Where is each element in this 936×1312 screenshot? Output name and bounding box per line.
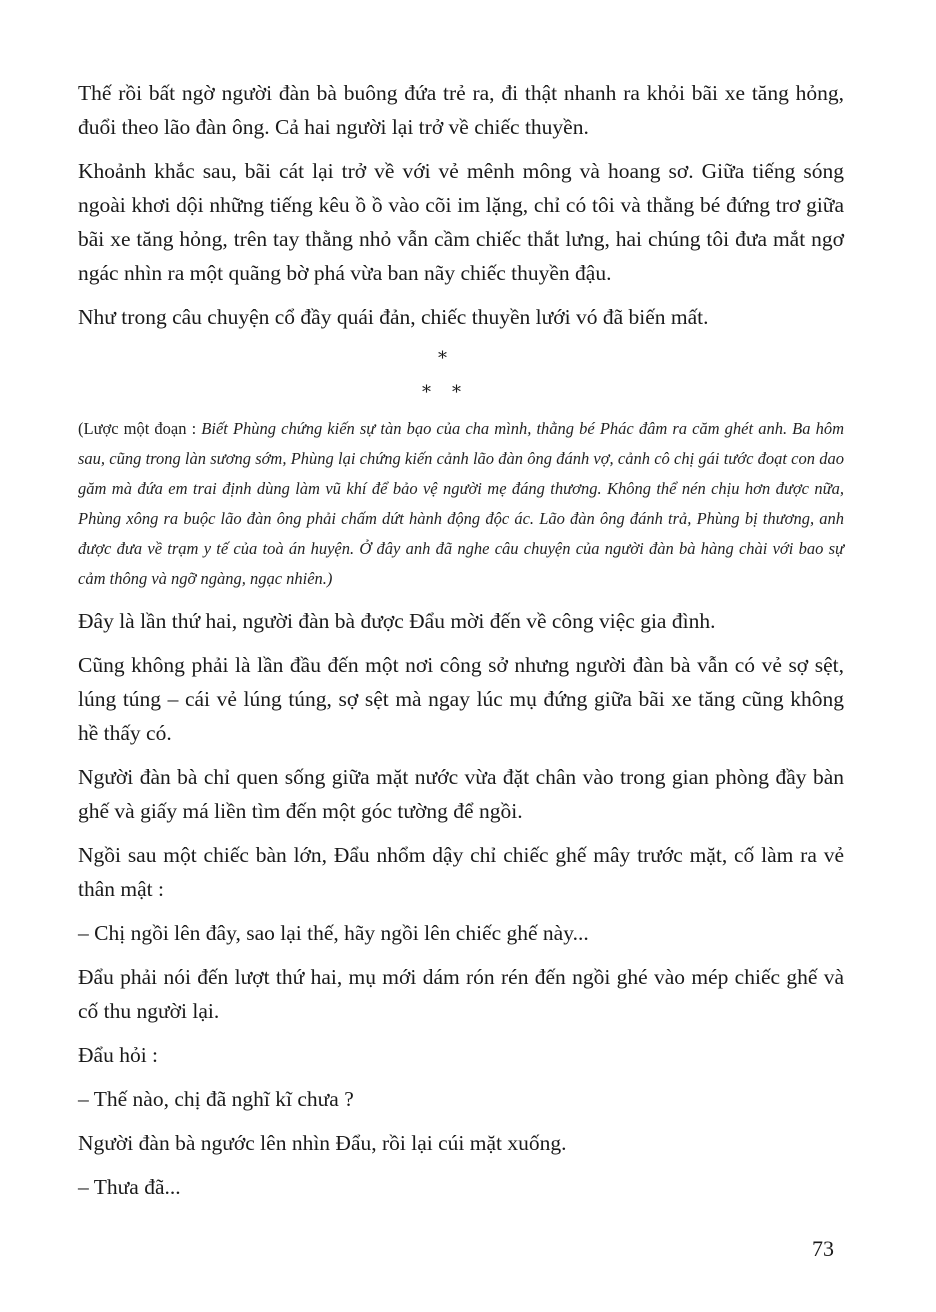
paragraph-6: Người đàn bà chỉ quen sống giữa mặt nước vừa đặt chân vào trong gian phòng đầy bàn ghế và giấy má liền tìm đến một góc tường để ngồi. <box>78 765 844 823</box>
paragraph-7: Ngồi sau một chiếc bàn lớn, Đẩu nhổm dậy chỉ chiếc ghế mây trước mặt, cố làm ra vẻ thân mật : <box>78 843 844 901</box>
summary-text: Biết Phùng chứng kiến sự tàn bạo của cha mình, thằng bé Phác đâm ra căm ghét anh. Ba hôm sau, cũng trong làn sương sớm, Phùng lại chứng kiến cảnh lão đàn ông đánh vợ, cảnh cô chị gái tước đoạt con dao găm mà đứa em trai định dùng làm vũ khí để bảo vệ người mẹ đáng thương. Không thể nén chịu hơn được nữa, Phùng xông ra buộc lão đàn ông phải chấm dứt hành động độc ác. Lão đàn ông đánh trả, Phùng bị thương, anh được đưa về trạm y tế của toà án huyện. Ở đây anh đã nghe câu chuyện của người đàn bà hàng chài với bao sự cảm thông và ngỡ ngàng, ngạc nhiên.) <box>78 419 844 588</box>
paragraph-5: Cũng không phải là lần đầu đến một nơi công sở nhưng người đàn bà vẫn có vẻ sợ sệt, lúng túng – cái vẻ lúng túng, sợ sệt mà ngay lúc mụ đứng giữa bãi xe tăng cũng không hề thấy có. <box>78 653 844 745</box>
omitted-section-summary <box>78 414 844 594</box>
dialog-line-1: – Chị ngồi lên đây, sao lại thế, hãy ngồi lên chiếc ghế này... <box>78 921 589 945</box>
paragraph-3: Như trong câu chuyện cổ đầy quái đản, chiếc thuyền lưới vó đã biến mất. <box>78 305 709 329</box>
paragraph-9: Đẩu hỏi : <box>78 1043 159 1067</box>
summary-lead: (Lược một đoạn : <box>78 419 197 438</box>
section-star-top: * <box>438 348 447 369</box>
section-break <box>78 338 844 408</box>
paragraph-8: Đẩu phải nói đến lượt thứ hai, mụ mới dám rón rén đến ngồi ghé vào mép chiếc ghế và cố thu người lại. <box>78 965 844 1023</box>
paragraph-2: Khoảnh khắc sau, bãi cát lại trở về với vẻ mênh mông và hoang sơ. Giữa tiếng sóng ngoài khơi dội những tiếng kêu ồ ồ vào cõi im lặng, chỉ có tôi và thằng bé đứng trơ giữa bãi xe tăng hỏng, trên tay thằng nhỏ vẫn cầm chiếc thắt lưng, hai chúng tôi đưa mắt ngơ ngác nhìn ra một quãng bờ phá vừa ban nãy chiếc thuyền đậu. <box>78 159 844 285</box>
dialog-line-3: – Thưa đã... <box>78 1175 181 1199</box>
paragraph-10: Người đàn bà ngước lên nhìn Đẩu, rồi lại cúi mặt xuống. <box>78 1131 567 1155</box>
section-star-right: * <box>452 382 461 403</box>
paragraph-4: Đây là lần thứ hai, người đàn bà được Đẩu mời đến về công việc gia đình. <box>78 609 716 633</box>
section-star-left: * <box>422 382 431 403</box>
page-number: 73 <box>812 1236 834 1261</box>
dialog-line-2: – Thế nào, chị đã nghĩ kĩ chưa ? <box>78 1087 354 1111</box>
paragraph-1: Thế rồi bất ngờ người đàn bà buông đứa trẻ ra, đi thật nhanh ra khỏi bãi xe tăng hỏng, đuổi theo lão đàn ông. Cả hai người lại trở về chiếc thuyền. <box>78 81 844 139</box>
page-body <box>78 76 844 1208</box>
